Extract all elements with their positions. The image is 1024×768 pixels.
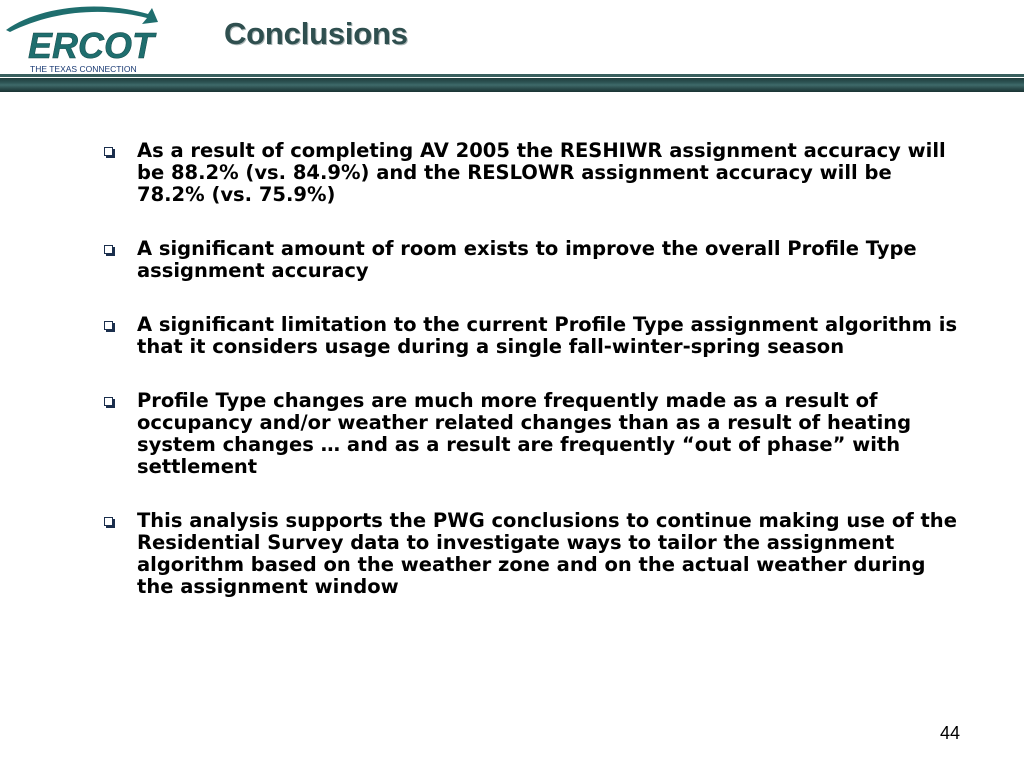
bullet-text: Profile Type changes are much more frequently made as a result of occupancy and/or weather related changes than as a result of heating system changes … and as a result are frequently “out of phase” with settlement — [137, 389, 912, 478]
bullet-item — [104, 314, 964, 358]
bullet-list — [104, 140, 964, 630]
title-divider-bar — [0, 78, 1024, 92]
hollow-square-bullet-icon — [104, 517, 113, 526]
hollow-square-bullet-icon — [104, 147, 113, 156]
logo-tagline: THE TEXAS CONNECTION — [30, 64, 137, 74]
ercot-logo — [0, 0, 162, 78]
bullet-text: A significant limitation to the current Profile Type assignment algorithm is that it considers usage during a single fall-winter-spring season — [137, 313, 958, 358]
bullet-item — [104, 238, 964, 282]
ercot-logo-graphic — [0, 0, 162, 78]
logo-wordmark: ERCOT — [28, 25, 154, 66]
hollow-square-bullet-icon — [104, 397, 113, 406]
hollow-square-bullet-icon — [104, 245, 113, 254]
bullet-item — [104, 390, 964, 478]
bullet-text: A significant amount of room exists to improve the overall Profile Type assignment accuracy — [137, 237, 917, 282]
bullet-text: As a result of completing AV 2005 the RESHIWR assignment accuracy will be 88.2% (vs. 84.9%) and the RESLOWR assignment accuracy will be 78.2% (vs. 75.9%) — [137, 139, 946, 206]
bullet-item — [104, 510, 964, 598]
title-divider-line — [0, 74, 1024, 77]
bullet-text: This analysis supports the PWG conclusions to continue making use of the Residential Survey data to investigate ways to tailor the assignment algorithm based on the weather zone and on the actual weather during the assignment window — [137, 509, 957, 598]
bullet-item — [104, 140, 964, 206]
hollow-square-bullet-icon — [104, 321, 113, 330]
page-title: Conclusions — [224, 16, 408, 51]
page-number: 44 — [940, 723, 961, 743]
